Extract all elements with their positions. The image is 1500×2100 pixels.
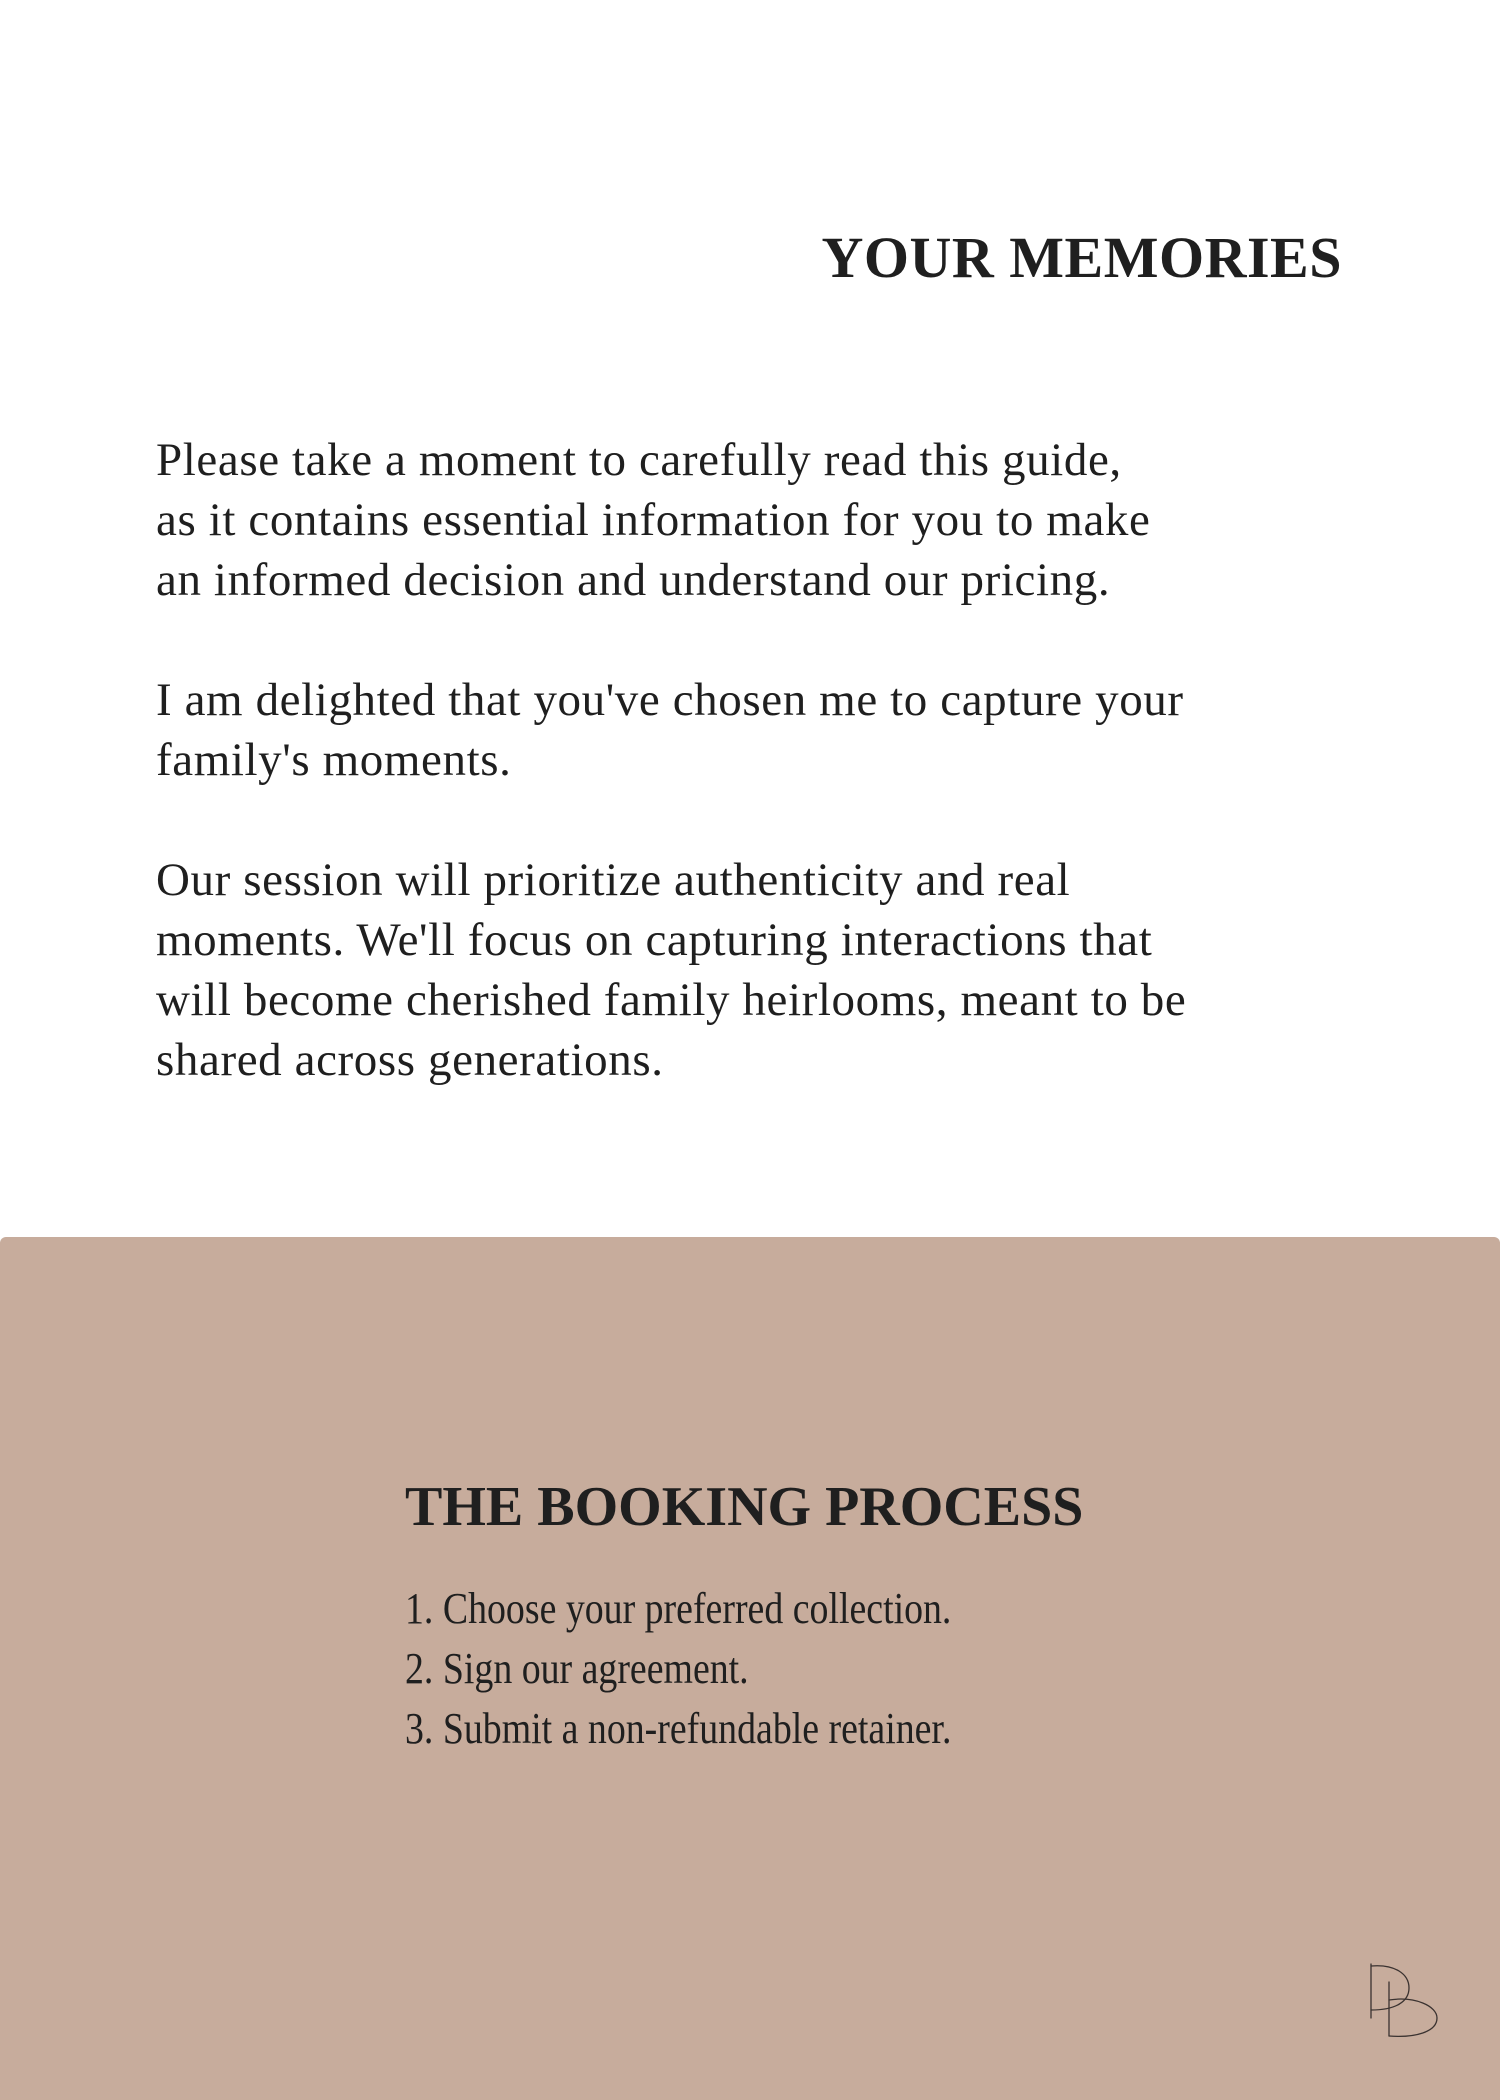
booking-steps-list [405,1579,1205,1759]
page-title: YOUR MEMORIES [821,225,1342,290]
pb-monogram-logo-icon [1365,1960,1439,2040]
booking-title: THE BOOKING PROCESS [405,1476,1084,1538]
intro-paragraph: I am delighted that you've chosen me to capture your family's moments. [156,674,1184,786]
booking-step: 1. Choose your preferred collection. [405,1584,952,1634]
booking-section [0,1237,1500,2100]
intro-text [156,430,1396,1150]
booking-step: 2. Sign our agreement. [405,1644,749,1694]
booking-content [405,1475,1205,1759]
booking-step: 3. Submit a non-refundable retainer. [405,1704,952,1754]
intro-paragraph: Our session will prioritize authenticity and real moments. We'll focus on capturing interactions that will become cherished family heirlooms, meant to be shared across generations. [156,854,1187,1086]
intro-paragraph: Please take a moment to carefully read this guide, as it contains essential information for you to make an informed decision and understand our pricing. [156,434,1151,606]
